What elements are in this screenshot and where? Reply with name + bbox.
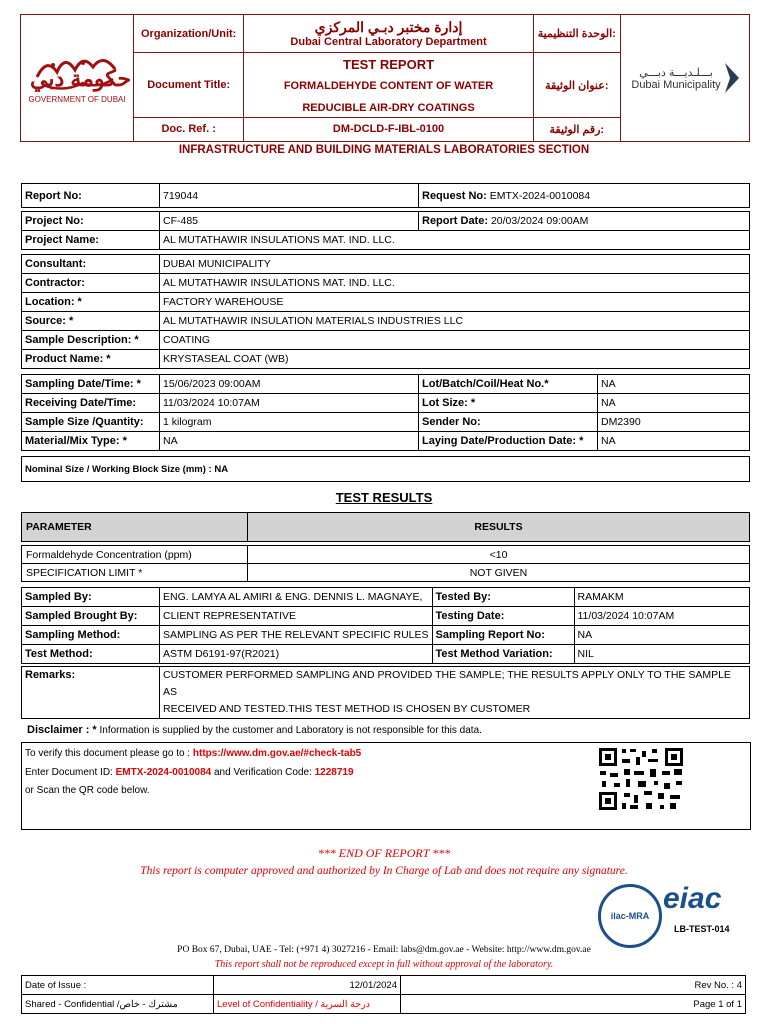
verify-link[interactable]: https://www.dm.gov.ae/#check-tab5 — [192, 748, 362, 759]
tested-by-label: Tested By: — [432, 588, 574, 607]
project-name-label: Project Name: — [22, 231, 160, 250]
parameter-header: PARAMETER — [22, 513, 248, 542]
laying-label: Laying Date/Production Date: * — [419, 432, 598, 451]
project-no-value: CF-485 — [160, 212, 419, 231]
confidentiality-level: Level of Confidentiality / درجة السرية — [214, 995, 401, 1014]
sampled-by-label: Sampled By: — [22, 588, 160, 607]
location-value: FACTORY WAREHOUSE — [160, 293, 750, 312]
report-kind: TEST REPORT — [343, 56, 435, 72]
remarks-value — [160, 667, 750, 719]
tested-by-value: RAMAKM — [574, 588, 750, 607]
method-value: SAMPLING AS PER THE RELEVANT SPECIFIC RULES — [160, 626, 433, 645]
request-no-value: EMTX-2024-0010084 — [489, 189, 591, 202]
variation-value: NIL — [574, 645, 750, 664]
method-label: Sampling Method: — [22, 626, 160, 645]
disclaimer-label: Disclaimer : * — [27, 724, 97, 736]
doc-title-label-arabic: عنوان الوثيقة: — [533, 53, 620, 118]
lot-size-label: Lot Size: * — [419, 394, 598, 413]
report-date-label: Report Date: — [422, 215, 489, 227]
consultant-value: DUBAI MUNICIPALITY — [160, 255, 750, 274]
doc-title-label: Document Title: — [133, 53, 244, 118]
title-line-2: REDUCIBLE AIR-DRY COATINGS — [302, 101, 475, 114]
sender-value: DM2390 — [598, 413, 750, 432]
sampling-date-value: 15/06/2023 09:00AM — [160, 375, 419, 394]
dm-logo-arabic: بـــلـديـــة دبـــي — [639, 66, 713, 79]
material-label: Material/Mix Type: * — [22, 432, 160, 451]
dm-chevron-icon — [725, 63, 739, 93]
laying-value: NA — [598, 432, 750, 451]
report-date-cell — [419, 212, 750, 231]
contractor-label: Contractor: — [22, 274, 160, 293]
testing-date-label: Testing Date: — [432, 607, 574, 626]
consultant-label: Consultant: — [22, 255, 160, 274]
test-method-value: ASTM D6191-97(R2021) — [160, 645, 433, 664]
receiving-date-value: 11/03/2024 10:07AM — [160, 394, 419, 413]
sample-desc-value: COATING — [160, 331, 750, 350]
doc-ref-value: DM-DCLD-F-IBL-0100 — [244, 117, 533, 141]
remarks-label: Remarks: — [22, 667, 160, 719]
gov-logo-arabic: حكومة دبي — [30, 66, 132, 91]
result-param-2: SPECIFICATION LIMIT * — [22, 564, 248, 582]
sample-table — [21, 374, 750, 451]
report-no-value: 719044 — [160, 184, 419, 208]
test-results-heading: TEST RESULTS — [335, 490, 433, 505]
ilac-mra-text: ilac-MRA — [610, 911, 650, 921]
org-label-arabic: الوحدة التنظيمية: — [533, 15, 620, 53]
location-label: Location: * — [22, 293, 160, 312]
results-header: RESULTS — [248, 513, 750, 542]
testing-date-value: 11/03/2024 10:07AM — [574, 607, 750, 626]
sampling-report-label: Sampling Report No: — [432, 626, 574, 645]
receiving-date-label: Receiving Date/Time: — [22, 394, 160, 413]
remarks-table — [21, 666, 750, 719]
parties-table — [21, 254, 750, 369]
verify-text-2: Enter Document ID: — [25, 767, 113, 778]
remarks-line-1: CUSTOMER PERFORMED SAMPLING AND PROVIDED THE SAMPLE; THE RESULTS APPLY ONLY TO THE SAMPLE AS — [163, 669, 731, 698]
results-table — [21, 512, 750, 542]
test-method-label: Test Method: — [22, 645, 160, 664]
nominal-size-table — [21, 456, 750, 482]
footer-address: PO Box 67, Dubai, UAE - Tel: (+971 4) 3027216 - Email: labs@dm.gov.ae - Website: http://www.dm.gov.ae — [177, 945, 591, 955]
brought-value: CLIENT REPRESENTATIVE — [160, 607, 433, 626]
issue-date: 12/01/2024 — [214, 976, 401, 995]
project-no-label: Project No: — [22, 212, 160, 231]
sample-size-value: 1 kilogram — [160, 413, 419, 432]
dm-logo-english: Dubai Municipality — [631, 78, 721, 91]
source-value: AL MUTATHAWIR INSULATION MATERIALS INDUSTRIES LLC — [160, 312, 750, 331]
reproduction-note: This report shall not be reproduced except in full without approval of the laboratory. — [214, 959, 554, 970]
project-name-value: AL MUTATHAWIR INSULATIONS MAT. IND. LLC. — [160, 231, 750, 250]
verify-line-2 — [25, 767, 354, 778]
org-label: Organization/Unit: — [133, 15, 244, 53]
sample-desc-label: Sample Description: * — [22, 331, 160, 350]
sender-label: Sender No: — [419, 413, 598, 432]
disclaimer-text: Information is supplied by the customer and Laboratory is not responsible for this data. — [99, 725, 482, 736]
results-rows — [21, 545, 750, 582]
dubai-municipality-logo — [621, 15, 750, 142]
org-name-english: Dubai Central Laboratory Department — [290, 36, 487, 49]
title-line-1: FORMALDEHYDE CONTENT OF WATER — [283, 79, 494, 92]
source-label: Source: * — [22, 312, 160, 331]
sampling-table — [21, 587, 750, 664]
nominal-size: Nominal Size / Working Block Size (mm) : NA — [22, 457, 750, 482]
variation-label: Test Method Variation: — [432, 645, 574, 664]
verify-line-1 — [25, 748, 361, 759]
verify-text-2b: and Verification Code: — [214, 767, 312, 778]
section-title: INFRASTRUCTURE AND BUILDING MATERIALS LABORATORIES SECTION — [178, 144, 590, 156]
verify-box — [21, 742, 751, 830]
revision-number: Rev No. : 4 — [401, 976, 746, 995]
remarks-line-2: RECEIVED AND TESTED.THIS TEST METHOD IS CHOSEN BY CUSTOMER — [163, 703, 531, 715]
report-date-value: 20/03/2024 09:00AM — [490, 215, 589, 227]
product-name-label: Product Name: * — [22, 350, 160, 369]
material-value: NA — [160, 432, 419, 451]
lot-batch-value: NA — [598, 375, 750, 394]
qr-code-icon[interactable] — [598, 747, 684, 811]
verify-line-3: or Scan the QR code below. — [25, 785, 150, 796]
report-info-table — [21, 183, 750, 208]
shared-confidential: Shared - Confidential /مشترك - خاص — [22, 995, 214, 1014]
request-no-label: Request No: — [422, 189, 487, 202]
report-no-label: Report No: — [22, 184, 160, 208]
sample-size-label: Sample Size /Quantity: — [22, 413, 160, 432]
page-number: Page 1 of 1 — [401, 995, 746, 1014]
org-cell — [244, 15, 533, 53]
result-param-1: Formaldehyde Concentration (ppm) — [22, 546, 248, 564]
lb-test-number: LB-TEST-014 — [674, 924, 730, 934]
doc-title-cell — [244, 53, 533, 118]
sampling-date-label: Sampling Date/Time: * — [22, 375, 160, 394]
result-value-2: NOT GIVEN — [248, 564, 750, 582]
lot-size-value: NA — [598, 394, 750, 413]
doc-ref-label-arabic: رقم الوثيقة: — [533, 117, 620, 141]
sampling-report-value: NA — [574, 626, 750, 645]
product-name-value: KRYSTASEAL COAT (WB) — [160, 350, 750, 369]
end-of-report: *** END OF REPORT *** — [317, 846, 451, 860]
eiac-logo: eiac — [663, 882, 722, 915]
footer-table — [21, 975, 746, 1014]
approval-note: This report is computer approved and authorized by In Charge of Lab and does not require any signature. — [140, 865, 628, 877]
ilac-mra-logo — [598, 884, 662, 948]
project-table — [21, 211, 750, 250]
lot-batch-label: Lot/Batch/Coil/Heat No.* — [419, 375, 598, 394]
disclaimer — [27, 724, 482, 736]
request-no-cell — [419, 184, 750, 208]
brought-label: Sampled Brought By: — [22, 607, 160, 626]
org-name-arabic: إدارة مختبر دبـي المركزي — [314, 19, 463, 36]
contractor-value: AL MUTATHAWIR INSULATIONS MAT. IND. LLC. — [160, 274, 750, 293]
document-id: EMTX-2024-0010084 — [115, 767, 212, 778]
issue-label: Date of Issue : — [22, 976, 214, 995]
verify-text-1: To verify this document please go to : — [25, 748, 191, 759]
svg-text:GOVERNMENT OF DUBAI: GOVERNMENT OF DUBAI — [28, 94, 126, 104]
verification-code: 1228719 — [314, 767, 354, 778]
sampled-by-value: ENG. LAMYA AL AMIRI & ENG. DENNIS L. MAGNAYE, — [160, 588, 433, 607]
result-value-1: <10 — [248, 546, 750, 564]
doc-ref-label: Doc. Ref. : — [133, 117, 244, 141]
